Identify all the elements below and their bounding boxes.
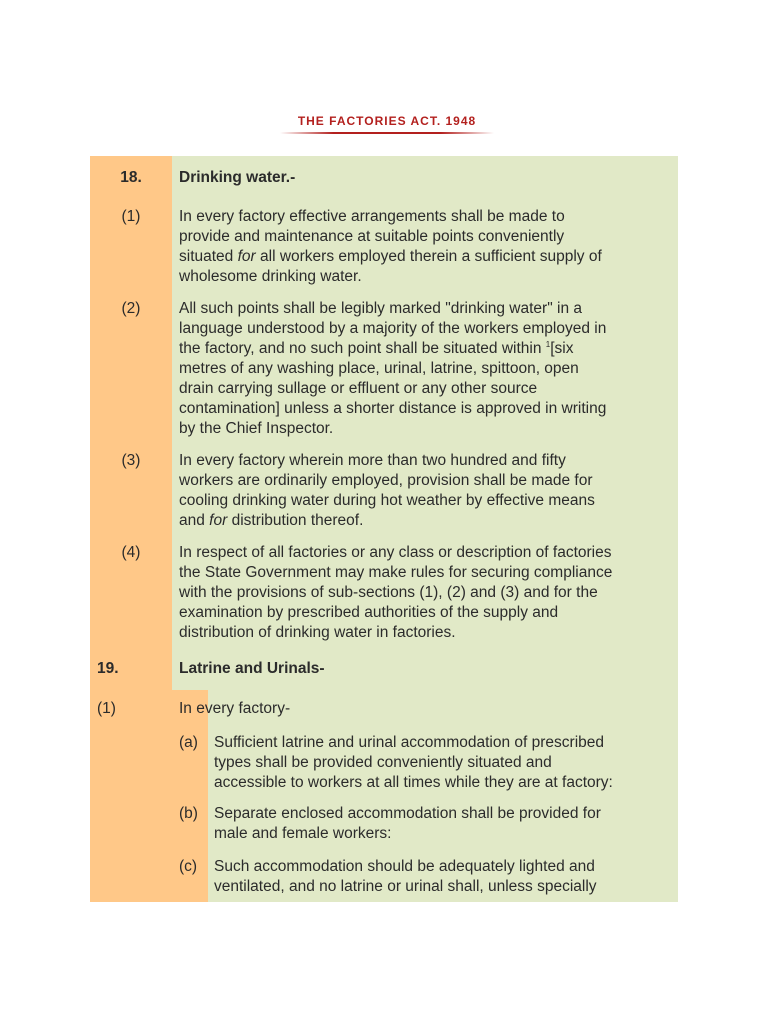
section-18-4-line: the State Government may make rules for securing compliance	[179, 564, 613, 581]
number-column	[90, 156, 172, 690]
document-header	[280, 114, 494, 134]
clause-c-line: ventilated, and no latrine or urinal shall, unless specially	[214, 878, 597, 895]
clause-b-mark: (b)	[179, 805, 198, 822]
section-18-1-line: In every factory effective arrangements shall be made to	[179, 208, 565, 225]
clause-c-line: Such accommodation should be adequately lighted and	[214, 858, 595, 875]
section-18-2-line: by the Chief Inspector.	[179, 420, 334, 437]
section-18-number: 18.	[120, 169, 142, 186]
section-18-2-line: All such points shall be legibly marked "drinking water" in a	[179, 300, 583, 317]
section-18-1-line: situated for all workers employed therein a sufficient supply of	[179, 248, 602, 265]
clause-a-line: Sufficient latrine and urinal accommodation of prescribed	[214, 734, 605, 751]
header-rule	[280, 132, 494, 134]
section-18-1-line: provide and maintenance at suitable points conveniently	[179, 228, 565, 245]
section-18-2-line: language understood by a majority of the workers employed in	[179, 320, 607, 337]
section-18-1-line: wholesome drinking water.	[179, 268, 362, 285]
section-18-2-line: drain carrying sullage or effluent or any other source	[179, 380, 538, 397]
section-18-2-line: the factory, and no such point shall be situated within $^1$[six	[179, 339, 574, 357]
section-18-3-line: and for distribution thereof.	[179, 512, 364, 529]
clause-b-line: Separate enclosed accommodation shall be provided for	[214, 805, 601, 822]
section-19-1-text: In every factory-	[179, 700, 291, 717]
section-18-2-line: metres of any washing place, urinal, latrine, spittoon, open	[179, 360, 579, 377]
clause-a-line: types shall be provided conveniently situated and	[214, 754, 552, 771]
document-body	[90, 156, 678, 902]
section-18-2-mark: (2)	[121, 300, 141, 317]
section-18-4-line: In respect of all factories or any class or description of factories	[179, 544, 612, 561]
clause-b-line: male and female workers:	[214, 825, 392, 842]
section-18-3-line: cooling drinking water during hot weather by effective means	[179, 492, 595, 509]
footnote-ref: 1	[545, 339, 551, 349]
section-19-heading: Latrine and Urinals-	[179, 660, 325, 677]
clause-a-mark: (a)	[179, 734, 198, 751]
header-title: THE FACTORIES ACT. 1948	[297, 114, 477, 128]
section-19-number: 19.	[97, 660, 119, 677]
clause-c-mark: (c)	[179, 858, 198, 875]
section-18-heading: Drinking water.-	[179, 169, 296, 186]
section-18-3-line: In every factory wherein more than two hundred and fifty	[179, 452, 566, 469]
clause-a-line: accessible to workers at all times while they are at factory:	[214, 774, 613, 791]
section-19-1-mark: (1)	[97, 700, 116, 717]
section-18-3-line: workers are ordinarily employed, provision shall be made for	[179, 472, 593, 489]
section-18-3-mark: (3)	[121, 452, 141, 469]
section-18-4-line: distribution of drinking water in factories.	[179, 624, 456, 641]
section-18-4-line: with the provisions of sub-sections (1), (2) and (3) and for the	[179, 584, 598, 601]
section-18-1-mark: (1)	[121, 208, 141, 225]
section-18-2-line: contamination] unless a shorter distance is approved in writing	[179, 400, 607, 417]
section-18-4-line: examination by prescribed authorities of the supply and	[179, 604, 559, 621]
section-18-4-mark: (4)	[121, 544, 141, 561]
